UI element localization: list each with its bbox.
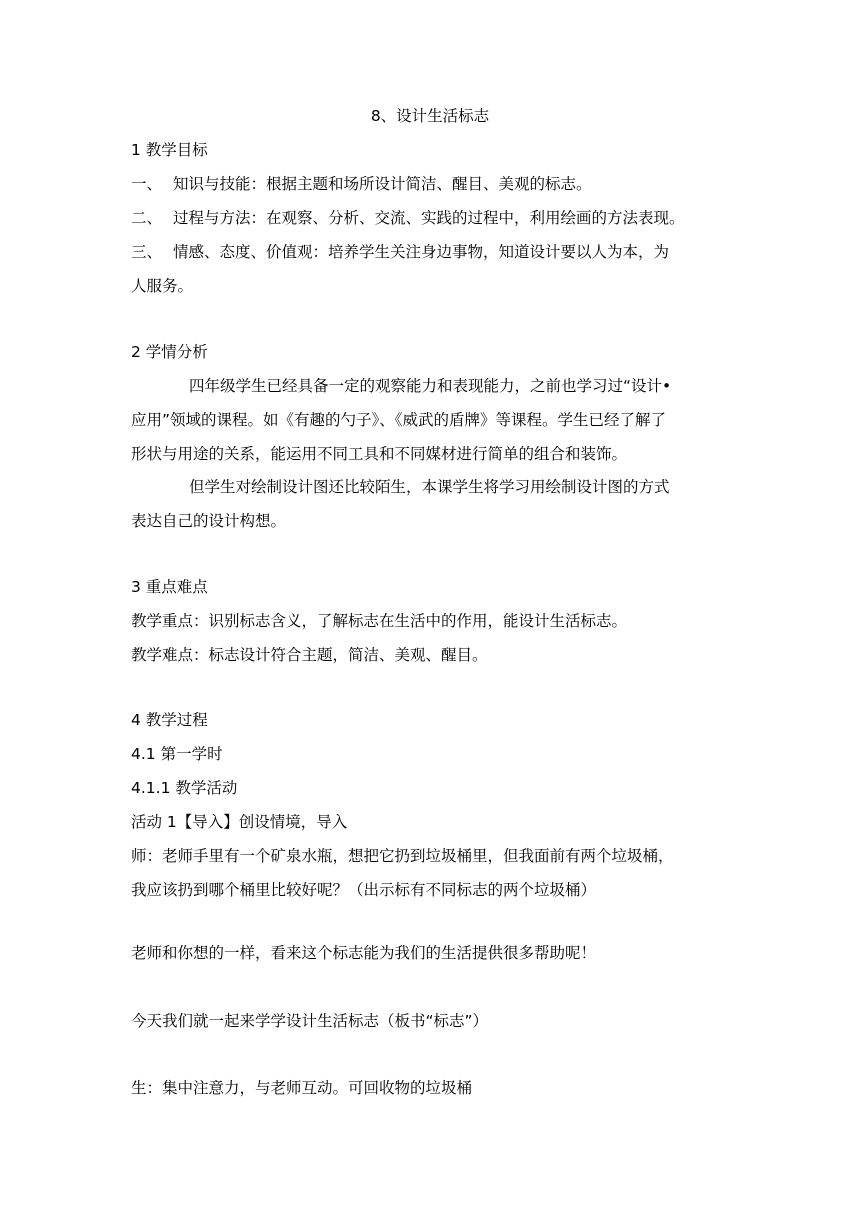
section-heading-focus: 3 重点难点 [131, 578, 208, 596]
goal-item-3 [131, 242, 669, 262]
goal-item-2-text: 过程与方法：在观察、分析、交流、实践的过程中，利用绘画的方法表现。 [173, 209, 685, 227]
teacher-line-2: 我应该扔到哪个桶里比较好呢？（出示标有不同标志的两个垃圾桶） [131, 881, 597, 899]
section-heading-analysis: 2 学情分析 [131, 343, 208, 361]
teacher-line-1: 师：老师手里有一个矿泉水瓶，想把它扔到垃圾桶里，但我面前有两个垃圾桶， [131, 847, 674, 865]
focus-difficulty: 教学难点：标志设计符合主题，简洁、美观、醒目。 [131, 646, 488, 664]
paragraph-today: 今天我们就一起来学学设计生活标志（板书“标志”） [131, 1012, 489, 1030]
goal-item-1-number: 一、 [131, 175, 163, 193]
goal-item-3-continuation: 人服务。 [131, 277, 194, 295]
goal-item-1-text: 知识与技能：根据主题和场所设计简洁、醒目、美观的标志。 [173, 175, 592, 193]
goal-item-3-number: 三、 [131, 243, 163, 261]
paragraph-student: 生：集中注意力，与老师互动。可回收物的垃圾桶 [131, 1079, 473, 1097]
analysis-paragraph-1-line-1: 四年级学生已经具备一定的观察能力和表现能力，之前也学习过“设计• [189, 377, 672, 395]
analysis-paragraph-1-line-2: 应用”领域的课程。如《有趣的勺子》、《威武的盾牌》等课程。学生已经了解了 [131, 411, 667, 429]
analysis-paragraph-2-line-2: 表达自己的设计构想。 [131, 512, 287, 530]
analysis-paragraph-1-line-3: 形状与用途的关系，能运用不同工具和不同媒材进行简单的组合和装饰。 [131, 445, 628, 463]
process-subheading-lesson: 4.1 第一学时 [131, 745, 223, 763]
analysis-paragraph-2-line-1: 但学生对绘制设计图还比较陌生，本课学生将学习用绘制设计图的方式 [189, 478, 670, 496]
focus-key-point: 教学重点：识别标志含义，了解标志在生活中的作用，能设计生活标志。 [131, 612, 628, 630]
goal-item-3-text: 情感、态度、价值观：培养学生关注身边事物，知道设计要以人为本，为 [173, 243, 670, 261]
document-title: 8、设计生活标志 [370, 107, 490, 125]
section-heading-goals: 1 教学目标 [131, 141, 208, 159]
process-subheading-activities: 4.1.1 教学活动 [131, 779, 238, 797]
process-activity-1: 活动 1【导入】创设情境，导入 [131, 813, 348, 831]
paragraph-same-idea: 老师和你想的一样，看来这个标志能为我们的生活提供很多帮助呢！ [131, 944, 597, 962]
section-heading-process: 4 教学过程 [131, 711, 208, 729]
goal-item-1 [131, 174, 592, 194]
goal-item-2 [131, 208, 685, 228]
goal-item-2-number: 二、 [131, 209, 163, 227]
